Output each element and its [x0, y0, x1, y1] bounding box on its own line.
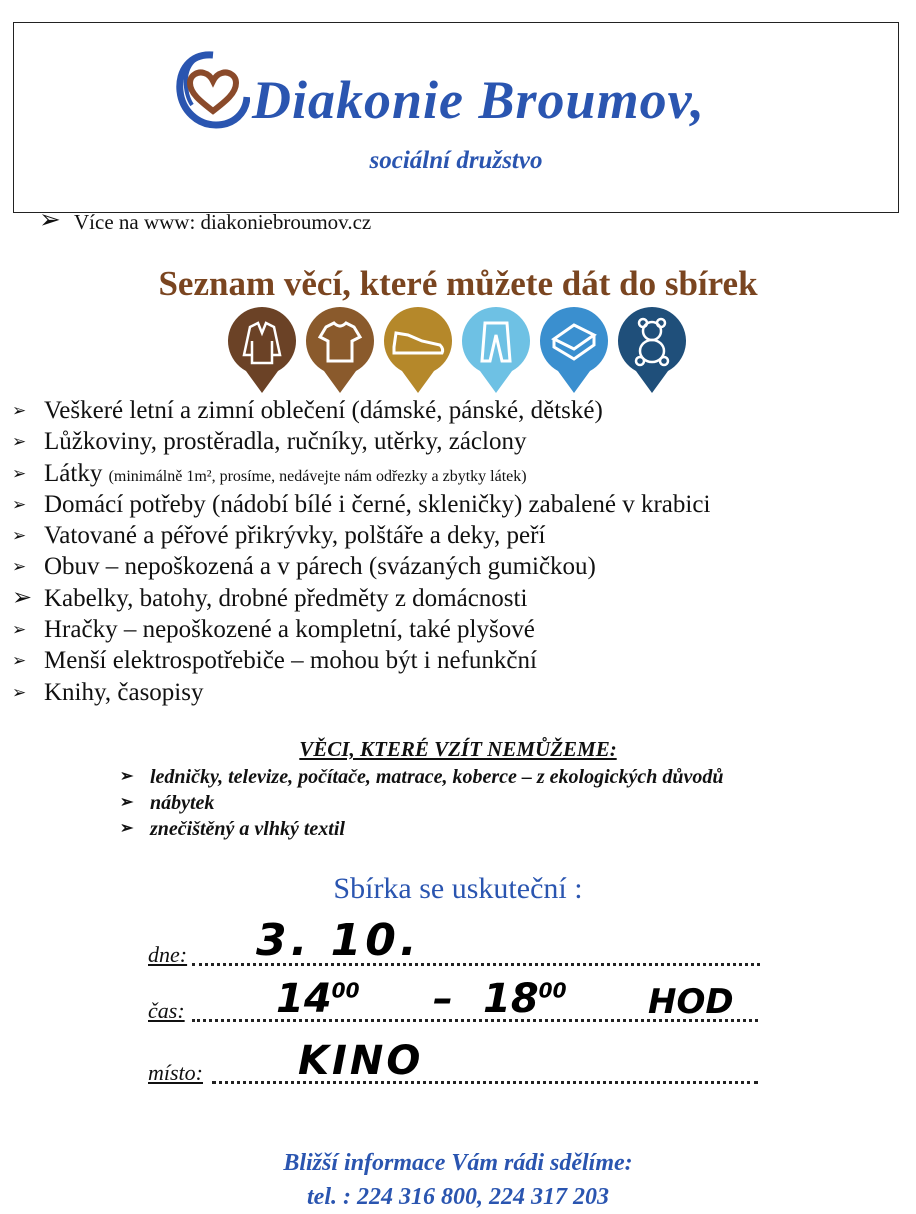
footer-phone[interactable]: tel. : 224 316 800, 224 317 203: [307, 1184, 609, 1210]
footer-contact: [0, 1146, 916, 1214]
item-note: (minimálně 1m², prosíme, nedávejte nám odřezky a zbytky látek): [108, 467, 527, 485]
category-icons: [226, 305, 688, 395]
date-value[interactable]: 3. 10.: [256, 915, 421, 966]
arrow-bullet-icon: ➢: [12, 401, 27, 420]
trousers-icon: [460, 305, 532, 393]
arrow-bullet-icon: ➢: [120, 794, 134, 811]
place-dotted-line: [212, 1081, 758, 1084]
list-item: ➢ nábytek: [120, 792, 215, 814]
place-label: místo:: [148, 1060, 203, 1085]
date-label: dne:: [148, 942, 188, 967]
arrow-bullet-icon: ➢: [12, 494, 27, 514]
towel-icon: [538, 305, 610, 393]
not-accepted-title: VĚCI, KTERÉ VZÍT NEMŮŽEME:: [299, 737, 617, 761]
organization-name: Diakonie Broumov,: [252, 70, 706, 130]
list-item: ➢ ledničky, televize, počítače, matrace, koberce – z ekologických důvodů: [120, 766, 724, 788]
time-suffix: HOD: [648, 982, 734, 1022]
diakonie-heart-logo-icon: [176, 49, 250, 129]
organization-subtitle: sociální družstvo: [369, 147, 543, 174]
date-row: [148, 915, 768, 968]
list-item: ➢ Knihy, časopisy: [12, 678, 204, 706]
accepted-items-list: [12, 395, 710, 708]
list-item: ➢ Domácí potřeby (nádobí bílé i černé, skleničky) zabalené v krabici: [12, 490, 711, 518]
list-item: ➢ Veškeré letní a zimní oblečení (dámské, pánské, dětské): [12, 397, 603, 424]
list-item: ➢ Vatované a péřové přikrývky, polštáře a deky, peří: [12, 522, 546, 550]
place-value[interactable]: KINO: [298, 1038, 424, 1084]
list-item: ➢ Hračky – nepoškozené a kompletní, také plyšové: [12, 616, 535, 644]
time-to[interactable]: $18^{00}$: [483, 976, 567, 1022]
list-item: ➢ Lůžkoviny, prostěradla, ručníky, utěrky, záclony: [12, 428, 527, 456]
arrow-bullet-icon: ➢: [12, 432, 27, 452]
list-item: ➢ Kabelky, batohy, drobné předměty z domácnosti: [12, 584, 528, 612]
place-row: [148, 1038, 768, 1086]
shoe-icon: [382, 305, 454, 393]
time-dash: –: [433, 976, 453, 1022]
list-item: ➢ Látky (minimálně 1m², prosíme, nedávejte nám odřezky a zbytky látek): [12, 459, 527, 487]
jacket-icon: [226, 305, 298, 393]
arrow-bullet-icon: ➢: [12, 463, 27, 483]
arrow-bullet-icon: ➢: [12, 620, 27, 640]
arrow-bullet-icon: ➢: [12, 584, 33, 611]
time-from[interactable]: $14^{00}$: [276, 976, 360, 1022]
time-label: čas:: [148, 998, 185, 1023]
website-link[interactable]: Více na www: diakoniebroumov.cz: [74, 210, 372, 234]
collection-title: Sbírka se uskuteční :: [333, 872, 583, 905]
arrow-bullet-icon: ➢: [12, 651, 27, 671]
list-item: ➢ znečištěný a vlhký textil: [120, 818, 345, 840]
arrow-bullet-icon: ➢: [12, 682, 27, 702]
list-item: ➢ Obuv – nepoškozená a v párech (svázaných gumičkou): [12, 553, 596, 581]
teddy-bear-icon: [616, 305, 688, 393]
arrow-bullet-icon: ➢: [120, 768, 134, 785]
list-item: ➢ Menší elektrospotřebiče – mohou být i nefunkční: [12, 647, 537, 675]
arrow-bullet-icon: ➢: [12, 557, 27, 577]
arrow-bullet-icon: ➢: [39, 205, 61, 234]
list-title: Seznam věcí, které můžete dát do sbírek: [158, 264, 758, 303]
not-accepted-list: [120, 764, 724, 842]
time-row: [148, 976, 768, 1024]
arrow-bullet-icon: ➢: [120, 820, 134, 837]
arrow-bullet-icon: ➢: [12, 526, 27, 546]
header-box: [13, 22, 899, 234]
footer-line-1: Bližší informace Vám rádi sdělíme:: [283, 1150, 633, 1176]
tshirt-icon: [304, 305, 376, 393]
